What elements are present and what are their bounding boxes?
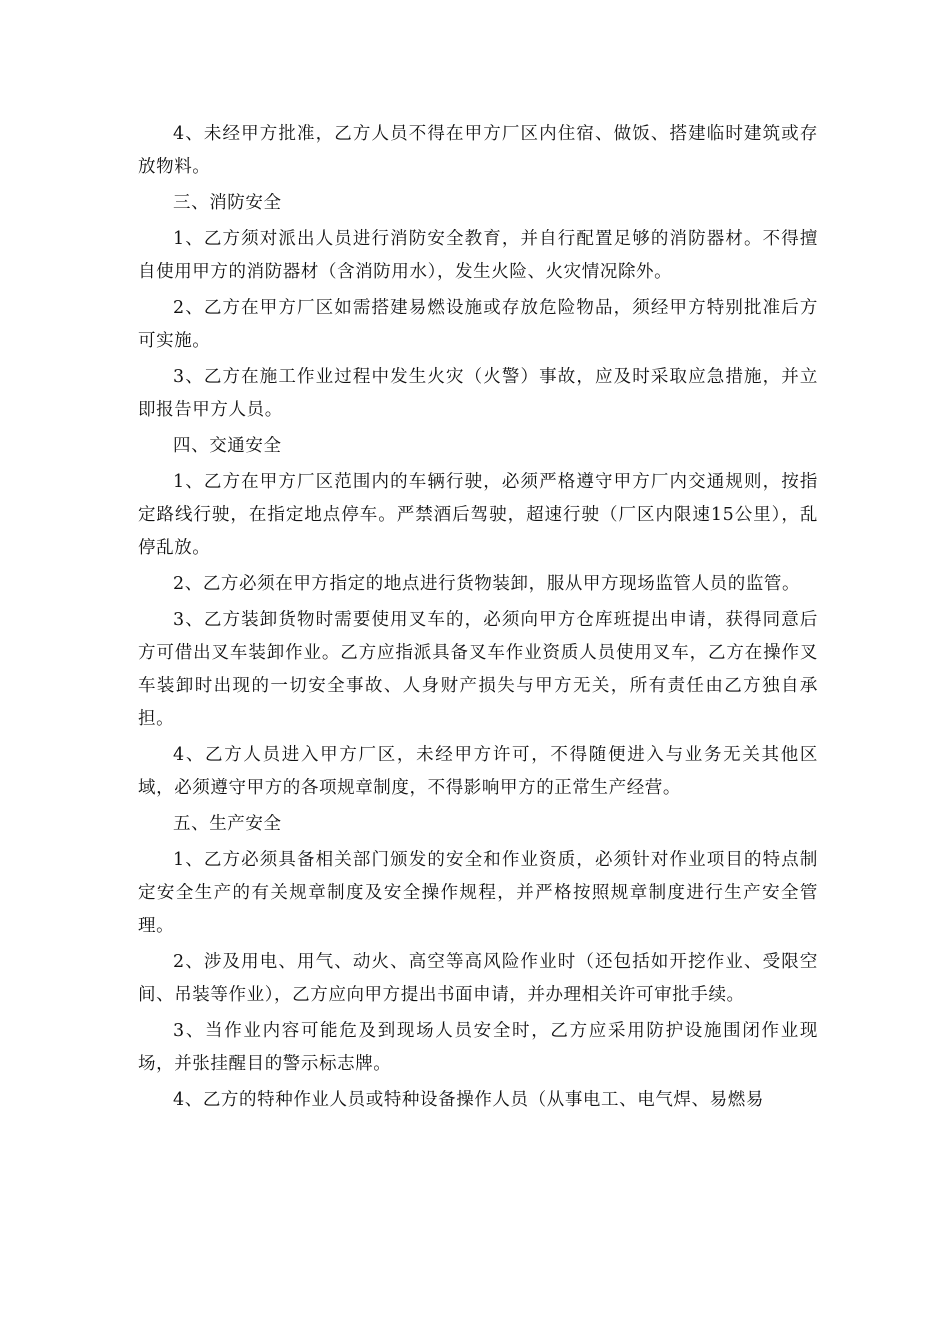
document-page [138,118,818,1120]
paragraph-traffic-1: 1、乙方在甲方厂区范围内的车辆行驶，必须严格遵守甲方厂内交通规则，按指定路线行驶，在指定地点停车。严禁酒后驾驶，超速行驶（厂区内限速15公里），乱停乱放。 [138,472,818,558]
section-heading-traffic-safety: 四、交通安全 [173,436,282,456]
paragraph-production-2: 2、涉及用电、用气、动火、高空等高风险作业时（还包括如开挖作业、受限空间、吊装等作业），乙方应向甲方提出书面申请，并办理相关许可审批手续。 [138,952,818,1005]
paragraph-production-1: 1、乙方必须具备相关部门颁发的安全和作业资质，必须针对作业项目的特点制定安全生产的有关规章制度及安全操作规程，并严格按照规章制度进行生产安全管理。 [138,850,818,936]
paragraph-traffic-3: 3、乙方装卸货物时需要使用叉车的，必须向甲方仓库班提出申请，获得同意后方可借出叉车装卸作业。乙方应指派具备叉车作业资质人员使用叉车，乙方在操作叉车装卸时出现的一切安全事故、人身财产损失与甲方无关，所有责任由乙方独自承担。 [138,610,818,729]
section-heading-production-safety: 五、生产安全 [173,814,282,834]
paragraph-4-no-lodging: 4、未经甲方批准，乙方人员不得在甲方厂区内住宿、做饭、搭建临时建筑或存放物料。 [138,124,818,177]
section-heading-fire-safety: 三、消防安全 [173,193,282,213]
paragraph-fire-2: 2、乙方在甲方厂区如需搭建易燃设施或存放危险物品，须经甲方特别批准后方可实施。 [138,298,818,351]
paragraph-traffic-2: 2、乙方必须在甲方指定的地点进行货物装卸，服从甲方现场监管人员的监管。 [173,574,801,594]
paragraph-fire-3: 3、乙方在施工作业过程中发生火灾（火警）事故，应及时采取应急措施，并立即报告甲方人员。 [138,367,818,420]
paragraph-fire-1: 1、乙方须对派出人员进行消防安全教育，并自行配置足够的消防器材。不得擅自使用甲方的消防器材（含消防用水），发生火险、火灾情况除外。 [138,229,818,282]
paragraph-production-3: 3、当作业内容可能危及到现场人员安全时，乙方应采用防护设施围闭作业现场，并张挂醒目的警示标志牌。 [138,1021,818,1074]
paragraph-production-4: 4、乙方的特种作业人员或特种设备操作人员（从事电工、电气焊、易燃易 [173,1090,764,1110]
paragraph-traffic-4: 4、乙方人员进入甲方厂区，未经甲方许可，不得随便进入与业务无关其他区域，必须遵守甲方的各项规章制度，不得影响甲方的正常生产经营。 [138,745,818,798]
